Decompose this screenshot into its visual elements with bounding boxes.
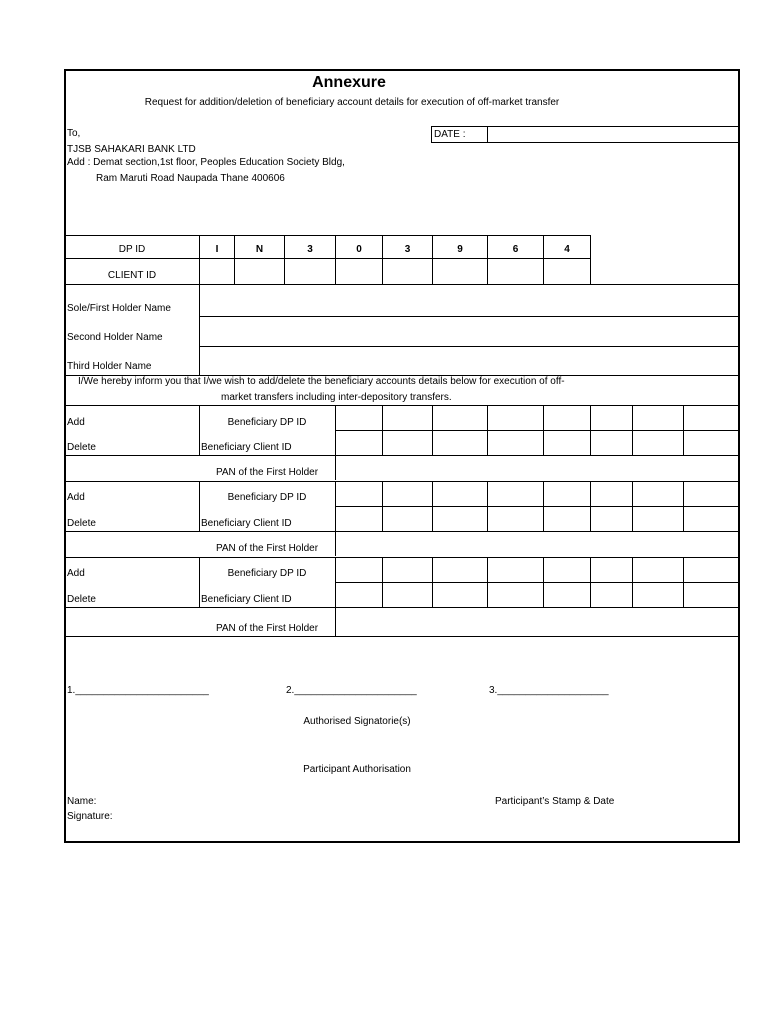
divider <box>199 557 200 607</box>
dp-id-char: 6 <box>512 244 519 255</box>
declaration-line-2: market transfers including inter-depository transfers. <box>221 392 452 403</box>
divider <box>632 557 633 607</box>
holder-field-3[interactable] <box>201 348 738 374</box>
divider <box>64 284 740 285</box>
beneficiary-dp-id-label: Beneficiary DP ID <box>227 568 307 579</box>
dp-id-char: 3 <box>307 244 313 255</box>
client-id-box-6[interactable] <box>432 258 488 285</box>
holder-label-3: Third Holder Name <box>67 361 152 372</box>
client-id-box-8[interactable] <box>543 258 591 285</box>
client-id-box-7[interactable] <box>487 258 544 285</box>
divider <box>199 346 740 347</box>
divider <box>64 455 740 456</box>
dp-id-char-8 <box>543 235 591 259</box>
divider <box>543 481 544 531</box>
add-option[interactable]: Add <box>67 417 85 428</box>
dp-id-char: 3 <box>404 244 411 255</box>
form-title: Annexure <box>312 74 386 91</box>
divider <box>199 481 200 531</box>
dp-id-char-2 <box>234 235 285 259</box>
divider <box>543 557 544 607</box>
divider <box>382 481 383 531</box>
dp-id-char-5 <box>382 235 433 259</box>
delete-option[interactable]: Delete <box>67 518 96 529</box>
divider <box>335 557 336 636</box>
add-option[interactable]: Add <box>67 492 85 503</box>
dp-id-char-4 <box>335 235 383 259</box>
dp-id-char-3 <box>284 235 336 259</box>
client-id-box-5[interactable] <box>382 258 433 285</box>
dp-id-char: 4 <box>564 244 570 255</box>
pan-label: PAN of the First Holder <box>215 543 319 554</box>
dp-id-char: N <box>255 244 264 255</box>
divider <box>199 316 740 317</box>
authorised-signatories-label: Authorised Signatorie(s) <box>303 716 411 727</box>
client-id-box-3[interactable] <box>284 258 336 285</box>
divider <box>543 405 544 455</box>
dp-id-char: 0 <box>356 244 362 255</box>
signature-label: Signature: <box>67 811 113 822</box>
client-id-label: CLIENT ID <box>107 270 157 281</box>
divider <box>683 405 684 455</box>
delete-option[interactable]: Delete <box>67 442 96 453</box>
holder-field-1[interactable] <box>201 286 738 315</box>
date-label: DATE : <box>434 129 466 140</box>
divider <box>683 557 684 607</box>
to-label: To, <box>67 128 81 139</box>
pan-label: PAN of the First Holder <box>215 623 319 634</box>
divider <box>382 405 383 455</box>
pan-label: PAN of the First Holder <box>215 467 319 478</box>
divider <box>335 582 740 583</box>
name-label: Name: <box>67 796 97 807</box>
participant-authorisation-label: Participant Authorisation <box>303 764 411 775</box>
stamp-date-label: Participant’s Stamp & Date <box>495 796 615 807</box>
divider <box>199 284 200 375</box>
form-subtitle: Request for addition/deletion of beneficiary account details for execution of off-market transfer <box>144 97 560 108</box>
dp-id-char-1 <box>199 235 235 259</box>
dp-id-char: 9 <box>457 244 463 255</box>
dp-id-label: DP ID <box>118 244 146 255</box>
divider <box>335 506 740 507</box>
signature-line-3: 3.____________________ <box>489 685 609 696</box>
dp-id-char-6 <box>432 235 488 259</box>
bank-name: TJSB SAHAKARI BANK LTD <box>67 144 196 155</box>
divider <box>590 481 591 531</box>
date-field[interactable] <box>487 126 740 143</box>
divider <box>335 430 740 431</box>
divider <box>590 405 591 455</box>
divider <box>64 607 740 608</box>
declaration-line-1: I/We hereby inform you that I/we wish to add/delete the beneficiary accounts details below for execution of off- <box>78 376 565 387</box>
divider <box>64 557 740 558</box>
divider <box>64 405 740 406</box>
holder-label-2: Second Holder Name <box>67 332 163 343</box>
beneficiary-dp-id-label: Beneficiary DP ID <box>227 417 307 428</box>
signature-line-1: 1.________________________ <box>67 685 209 696</box>
beneficiary-client-id-label: Beneficiary Client ID <box>201 594 292 605</box>
client-id-label-cell <box>64 258 200 285</box>
address-line-1: Add : Demat section,1st floor, Peoples Education Society Bldg, <box>67 157 345 168</box>
client-id-box-1[interactable] <box>199 258 235 285</box>
divider <box>432 481 433 531</box>
client-id-box-4[interactable] <box>335 258 383 285</box>
divider <box>487 557 488 607</box>
beneficiary-dp-id-label: Beneficiary DP ID <box>227 492 307 503</box>
client-id-box-2[interactable] <box>234 258 285 285</box>
dp-id-char: I <box>215 244 219 255</box>
beneficiary-client-id-label: Beneficiary Client ID <box>201 442 292 453</box>
divider <box>335 405 336 480</box>
divider <box>632 481 633 531</box>
signature-line-2: 2.______________________ <box>286 685 417 696</box>
holder-label-1: Sole/First Holder Name <box>67 303 171 314</box>
date-label-cell <box>431 126 488 143</box>
divider <box>632 405 633 455</box>
divider <box>335 481 336 556</box>
divider <box>590 557 591 607</box>
dp-id-char-7 <box>487 235 544 259</box>
delete-option[interactable]: Delete <box>67 594 96 605</box>
divider <box>683 481 684 531</box>
holder-field-2[interactable] <box>201 318 738 345</box>
divider <box>487 405 488 455</box>
address-line-2: Ram Maruti Road Naupada Thane 400606 <box>96 173 285 184</box>
add-option[interactable]: Add <box>67 568 85 579</box>
divider <box>487 481 488 531</box>
divider <box>64 531 740 532</box>
divider <box>64 481 740 482</box>
divider <box>199 405 200 455</box>
divider <box>432 405 433 455</box>
divider <box>382 557 383 607</box>
beneficiary-client-id-label: Beneficiary Client ID <box>201 518 292 529</box>
divider <box>432 557 433 607</box>
dp-id-label-cell <box>64 235 200 259</box>
divider <box>64 636 740 637</box>
